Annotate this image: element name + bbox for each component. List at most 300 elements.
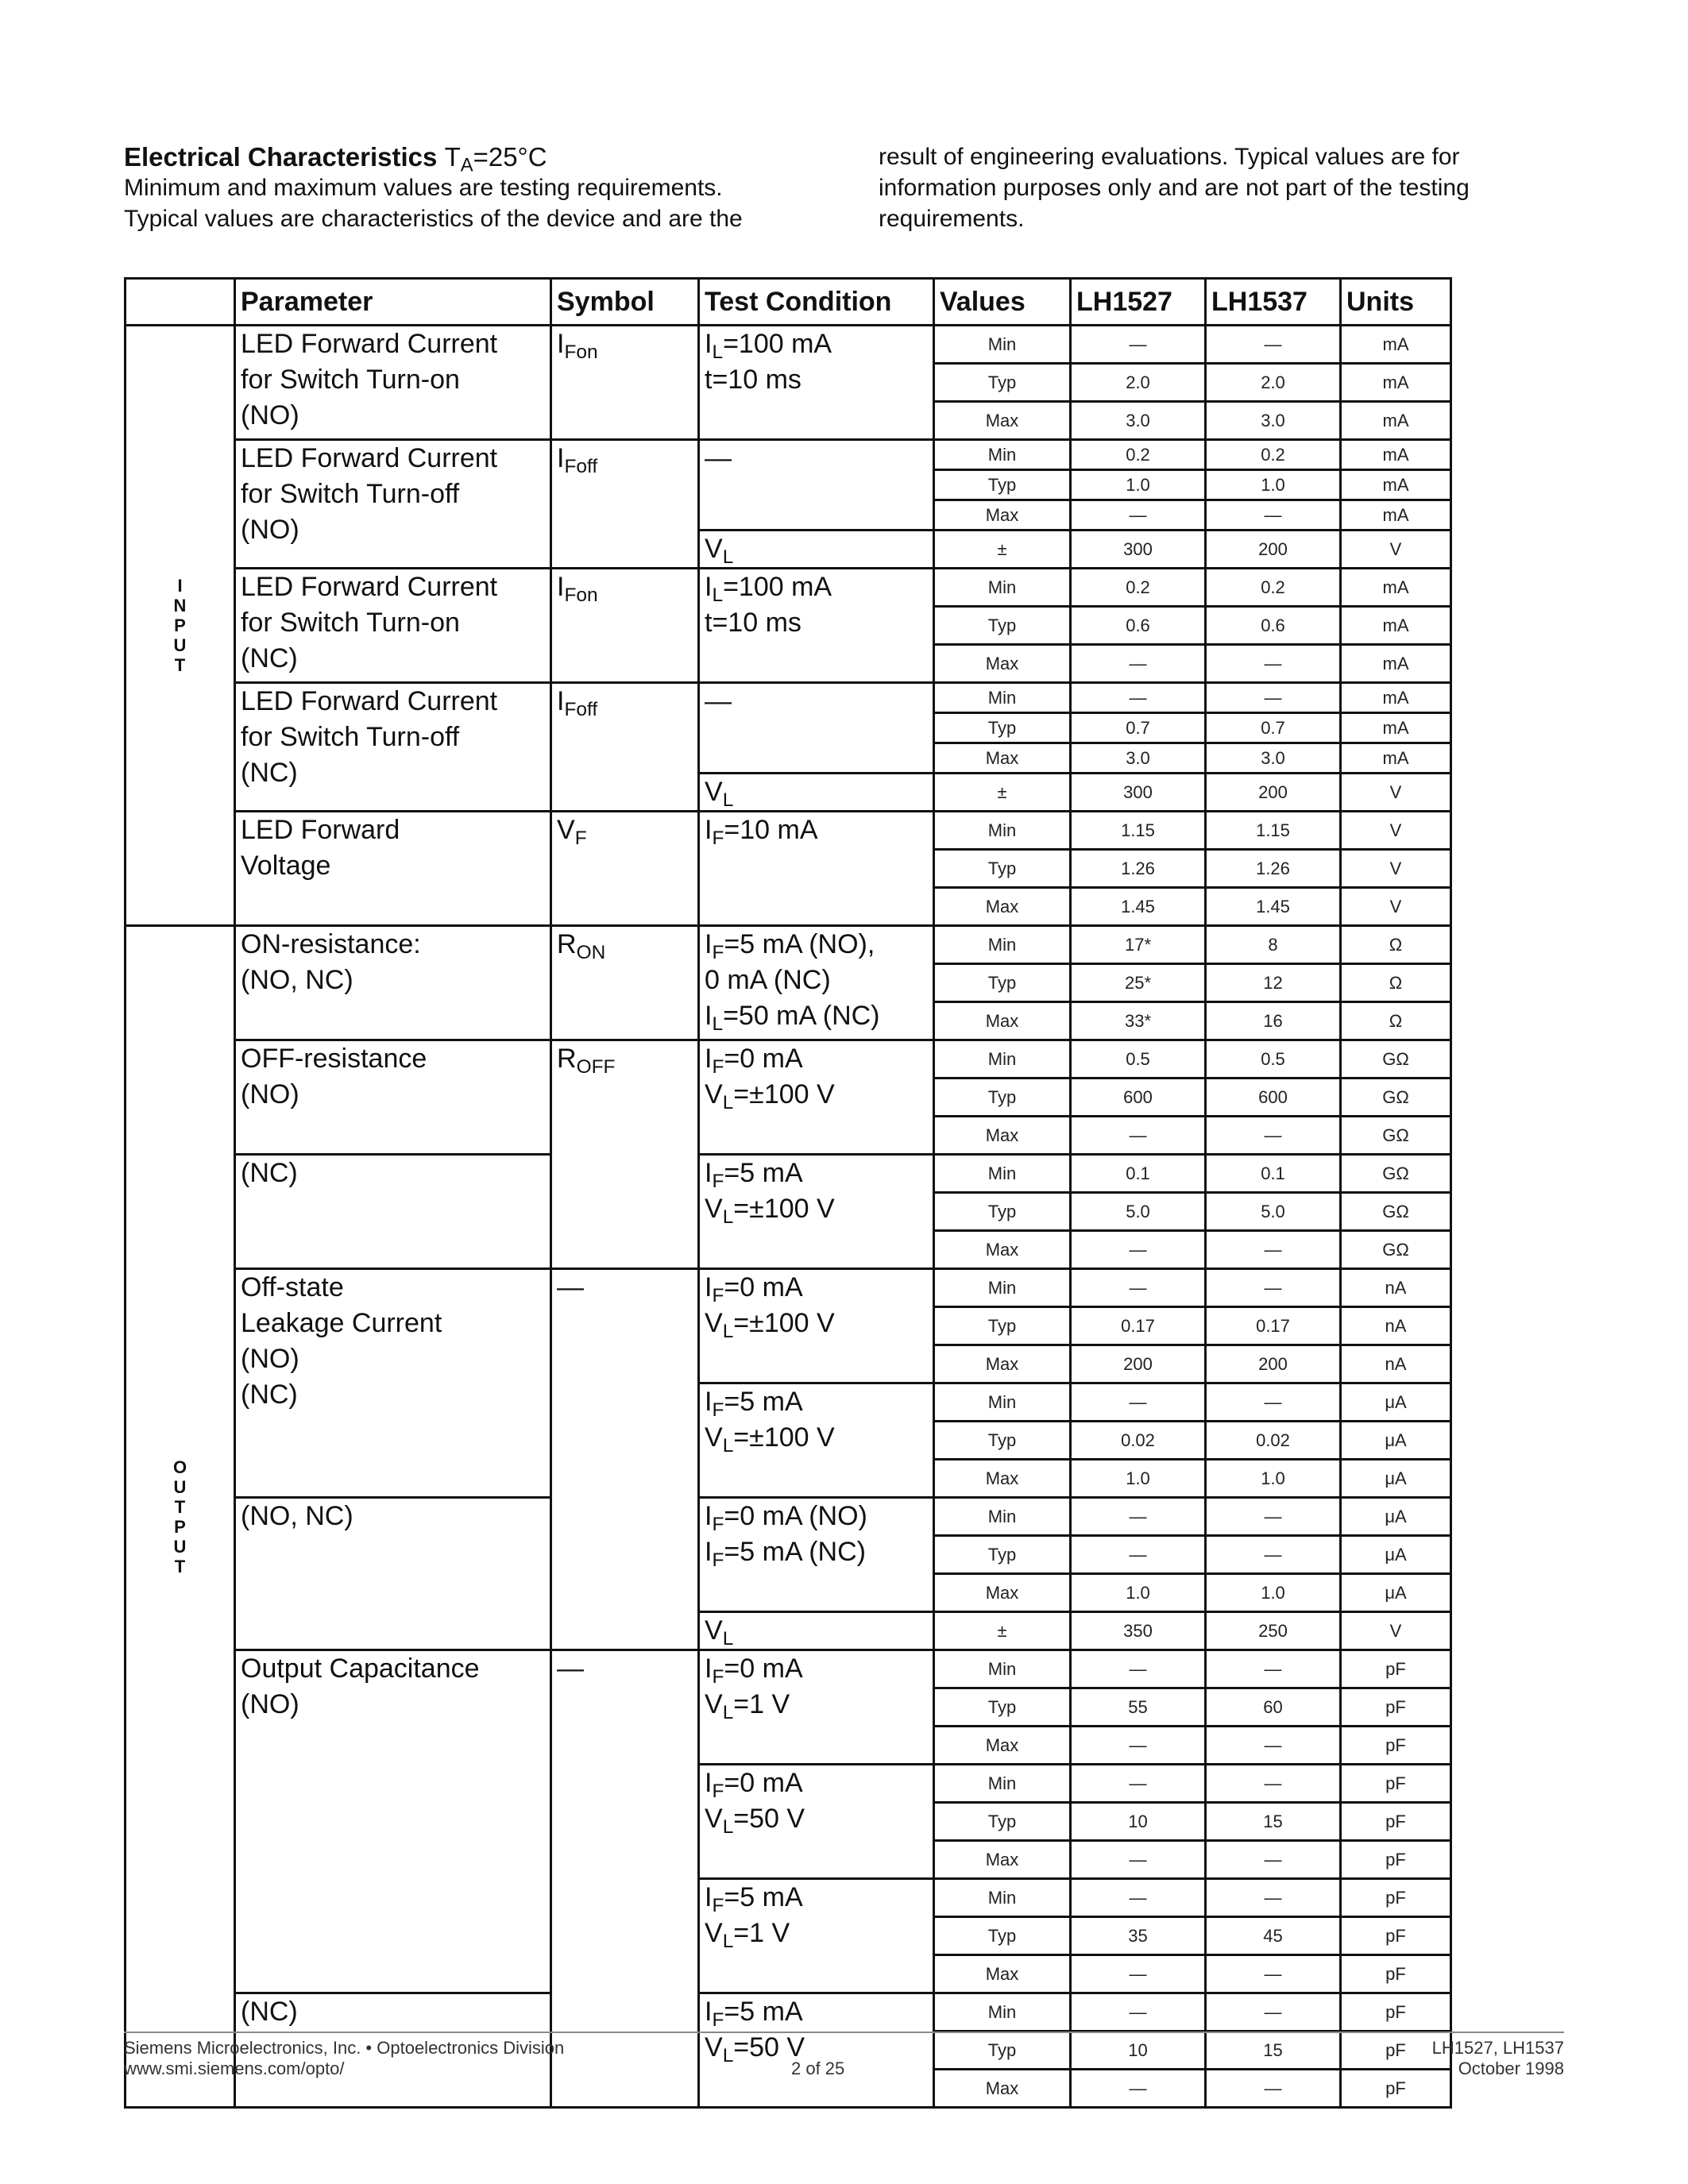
condition-cell [699, 1765, 934, 1879]
lh1527-value: — [1071, 1269, 1206, 1307]
value-label: Max [934, 1460, 1071, 1498]
value-label: Min [934, 440, 1071, 470]
condition-cell [699, 1498, 934, 1612]
footer-page-number: 2 of 25 [791, 2059, 845, 2078]
condition-cell [699, 569, 934, 683]
condition-line [705, 1270, 933, 1306]
value-label: Typ [934, 1688, 1071, 1727]
condition-cell [699, 683, 934, 774]
lh1537-value: 45 [1206, 1917, 1341, 1955]
condition-line [705, 998, 933, 1034]
value-label: Typ [934, 1193, 1071, 1231]
vl-sub: L [722, 546, 734, 568]
lh1537-value: — [1206, 1269, 1341, 1307]
header-lh1537: LH1537 [1206, 279, 1341, 326]
condition-line [705, 1651, 933, 1687]
lh1527-value: — [1071, 1650, 1206, 1688]
lh1537-value: 0.1 [1206, 1155, 1341, 1193]
lh1537-value: 8 [1206, 926, 1341, 964]
parameter-cell [235, 326, 551, 440]
lh1527-value: — [1071, 1117, 1206, 1155]
value-label: ± [934, 774, 1071, 812]
value-label: Max [934, 1727, 1071, 1765]
condition-var: I [705, 1158, 713, 1188]
table-row [126, 1498, 1451, 1536]
lh1527-value: 17* [1071, 926, 1206, 964]
text-line: (NO) [241, 400, 299, 430]
lh1537-value: — [1206, 1727, 1341, 1765]
lh1527-value: — [1071, 2070, 1206, 2108]
unit: pF [1341, 1650, 1451, 1688]
lh1537-value: — [1206, 500, 1341, 531]
lh1537-value: — [1206, 1650, 1341, 1688]
text-line: Off-state [241, 1272, 344, 1302]
header-symbol: Symbol [551, 279, 699, 326]
text-line: (NO) [241, 1079, 299, 1109]
lh1527-value: 3.0 [1071, 743, 1206, 774]
lh1537-value: 1.26 [1206, 850, 1341, 888]
symbol-subscript: Foff [564, 698, 598, 720]
value-label: Max [934, 1002, 1071, 1040]
parameter-cell [235, 683, 551, 812]
value-label: Min [934, 683, 1071, 713]
lh1527-value: 200 [1071, 1345, 1206, 1383]
lh1537-value: 0.2 [1206, 440, 1341, 470]
condition-value: =±100 V [733, 1194, 835, 1224]
lh1537-value: — [1206, 1231, 1341, 1269]
unit: pF [1341, 1803, 1451, 1841]
condition-value: =5 mA [724, 1882, 803, 1912]
unit: GΩ [1341, 1040, 1451, 1078]
condition-value: =10 mA [724, 815, 818, 845]
condition-sub: F [712, 827, 724, 849]
lh1527-value: 1.0 [1071, 1574, 1206, 1612]
text-line: (NC) [241, 1997, 298, 2027]
condition-var: I [705, 1882, 713, 1912]
section-title [124, 141, 823, 176]
symbol-base: V [557, 815, 575, 845]
condition-var: V [705, 1422, 723, 1453]
condition-value: t=10 ms [705, 608, 802, 638]
lh1537-value: 1.15 [1206, 812, 1341, 850]
lh1537-value: — [1206, 1383, 1341, 1422]
condition-value: =0 mA (NO) [724, 1501, 867, 1531]
value-label: Typ [934, 470, 1071, 500]
lh1537-value: 12 [1206, 964, 1341, 1002]
condition-value: =5 mA [724, 1158, 803, 1188]
unit: mA [1341, 440, 1451, 470]
symbol-cell [551, 1650, 699, 2108]
lh1537-value: — [1206, 1117, 1341, 1155]
lh1527-value: 5.0 [1071, 1193, 1206, 1231]
value-label: ± [934, 531, 1071, 569]
lh1527-value: — [1071, 1879, 1206, 1917]
condition-var: I [705, 1387, 713, 1417]
condition-line [705, 812, 933, 848]
vl-sub: L [722, 789, 734, 811]
symbol-subscript: Fon [564, 584, 598, 606]
symbol-cell [551, 812, 699, 926]
value-label: Min [934, 1155, 1071, 1193]
value-label: Max [934, 1841, 1071, 1879]
unit: mA [1341, 683, 1451, 713]
condition-var: V [705, 1689, 723, 1719]
intro-line: result of engineering evaluations. Typical values are for [879, 144, 1460, 170]
value-label: Min [934, 1269, 1071, 1307]
section-input-label [126, 326, 235, 926]
condition-value: =5 mA [724, 1387, 803, 1417]
text-line: Output Capacitance [241, 1653, 480, 1684]
lh1537-value: 15 [1206, 2032, 1341, 2070]
condition-line [705, 1765, 933, 1801]
lh1537-value: — [1206, 645, 1341, 683]
condition-sub: L [722, 1815, 734, 1838]
unit: V [1341, 531, 1451, 569]
condition-line [705, 1916, 933, 1951]
value-label: Min [934, 1879, 1071, 1917]
unit: pF [1341, 1727, 1451, 1765]
value-label: Max [934, 743, 1071, 774]
condition-value: =±100 V [733, 1079, 835, 1109]
value-label: Max [934, 888, 1071, 926]
lh1527-value: — [1071, 1993, 1206, 2032]
condition-var: I [705, 1272, 713, 1302]
lh1537-value: 0.2 [1206, 569, 1341, 607]
value-label: Max [934, 1231, 1071, 1269]
condition-sub: L [712, 341, 724, 363]
table-row [126, 1650, 1451, 1688]
lh1527-value: 1.26 [1071, 850, 1206, 888]
footer-parts: LH1527, LH1537 [1431, 2038, 1564, 2058]
lh1537-value: 600 [1206, 1078, 1341, 1117]
text-line: Voltage [241, 851, 331, 881]
footer-company: Siemens Microelectronics, Inc. • Optoelectronics Division [124, 2038, 565, 2058]
value-label: Min [934, 1650, 1071, 1688]
unit: GΩ [1341, 1078, 1451, 1117]
condition-cell [699, 926, 934, 1040]
symbol-base: — [557, 1653, 584, 1684]
condition-sub: F [712, 941, 724, 963]
condition-var: I [705, 1537, 713, 1567]
parameter-cell [235, 440, 551, 569]
text-line: (NO) [241, 1344, 299, 1374]
condition-sub: F [712, 1399, 724, 1421]
table-row [126, 569, 1451, 607]
condition-var: V [705, 1194, 723, 1224]
vl-var: V [705, 1615, 723, 1646]
lh1537-value: 5.0 [1206, 1193, 1341, 1231]
lh1537-value: — [1206, 1841, 1341, 1879]
value-label: Typ [934, 1917, 1071, 1955]
lh1537-value: — [1206, 1993, 1341, 2032]
condition-value: t=10 ms [705, 365, 802, 395]
lh1537-value: 3.0 [1206, 743, 1341, 774]
condition-cell [699, 1879, 934, 1993]
condition-sub: L [722, 1206, 734, 1228]
unit: mA [1341, 402, 1451, 440]
lh1527-value: — [1071, 1231, 1206, 1269]
condition-line [705, 1880, 933, 1916]
condition-value: =5 mA [724, 1997, 803, 2027]
lh1537-value: 2.0 [1206, 364, 1341, 402]
condition-line [705, 605, 933, 641]
unit: pF [1341, 1993, 1451, 2032]
symbol-subscript: ON [576, 941, 606, 963]
electrical-characteristics-table [124, 277, 1452, 2109]
symbol-base: — [557, 1272, 584, 1302]
condition-cell [699, 1269, 934, 1383]
condition-cell [699, 326, 934, 440]
lh1527-value: 0.2 [1071, 569, 1206, 607]
value-label: Typ [934, 713, 1071, 743]
unit: mA [1341, 607, 1451, 645]
symbol-cell [551, 1040, 699, 1269]
text-line: (NC) [241, 1158, 298, 1188]
value-label: Min [934, 569, 1071, 607]
lh1527-value: 0.2 [1071, 440, 1206, 470]
lh1537-value: 3.0 [1206, 402, 1341, 440]
condition-sub: F [712, 1513, 724, 1535]
header-parameter: Parameter [235, 279, 551, 326]
unit: μA [1341, 1460, 1451, 1498]
text-line: for Switch Turn-off [241, 479, 460, 509]
condition-var: I [705, 329, 713, 359]
value-label: Min [934, 1383, 1071, 1422]
condition-line [705, 362, 933, 398]
unit: GΩ [1341, 1193, 1451, 1231]
unit: Ω [1341, 926, 1451, 964]
text-line: (NO) [241, 515, 299, 545]
value-label: Typ [934, 964, 1071, 1002]
lh1537-value: — [1206, 1765, 1341, 1803]
text-line: for Switch Turn-on [241, 608, 460, 638]
value-label: Max [934, 1117, 1071, 1155]
unit: pF [1341, 1955, 1451, 1993]
condition-line [705, 1687, 933, 1723]
lh1527-value: 1.45 [1071, 888, 1206, 926]
unit: V [1341, 774, 1451, 812]
condition-sub: F [712, 1665, 724, 1688]
value-label: Min [934, 1993, 1071, 2032]
condition-value: =50 mA (NC) [723, 1001, 880, 1031]
value-label: Max [934, 1345, 1071, 1383]
condition-cell [699, 812, 934, 926]
symbol-base: I [557, 329, 565, 359]
value-label: Typ [934, 1536, 1071, 1574]
lh1537-value: — [1206, 2070, 1341, 2108]
header-lh1527: LH1527 [1071, 279, 1206, 326]
header-test-condition: Test Condition [699, 279, 934, 326]
vl-sub: L [722, 1627, 734, 1650]
value-label: Typ [934, 364, 1071, 402]
footer-left [124, 2038, 564, 2079]
lh1537-value: 0.7 [1206, 713, 1341, 743]
condition-var: I [705, 1001, 713, 1031]
text-line: (NO, NC) [241, 965, 353, 995]
lh1527-value: 350 [1071, 1612, 1206, 1650]
condition-line [705, 1994, 933, 2030]
condition-cell [699, 1650, 934, 1765]
intro-line: information purposes only and are not part of the testing [879, 175, 1470, 201]
symbol-base: I [557, 572, 565, 602]
unit: mA [1341, 326, 1451, 364]
condition-value: =0 mA [724, 1653, 803, 1684]
table-row [126, 812, 1451, 850]
unit: pF [1341, 2032, 1451, 2070]
lh1527-value: — [1071, 1383, 1206, 1422]
condition-var: I [705, 929, 713, 959]
section-letter: T [174, 1496, 186, 1517]
condition-line [705, 441, 933, 477]
text-line: (NC) [241, 643, 298, 673]
condition-value: =50 V [733, 1804, 805, 1834]
section-letter: U [173, 1536, 187, 1557]
lh1537-value: 60 [1206, 1688, 1341, 1727]
condition-var: V [705, 2032, 723, 2062]
unit: μA [1341, 1536, 1451, 1574]
symbol-subscript: Foff [564, 455, 598, 477]
value-label: Typ [934, 1078, 1071, 1117]
symbol-cell [551, 926, 699, 1040]
table-row [126, 326, 1451, 364]
condition-line [705, 1156, 933, 1191]
condition-line [705, 1499, 933, 1534]
lh1537-value: 0.17 [1206, 1307, 1341, 1345]
unit: mA [1341, 713, 1451, 743]
lh1537-value: 0.5 [1206, 1040, 1341, 1078]
condition-value: =100 mA [723, 329, 832, 359]
value-label: Min [934, 1498, 1071, 1536]
text-line: (NO, NC) [241, 1501, 353, 1531]
lh1527-value: — [1071, 500, 1206, 531]
condition-var: I [705, 1768, 713, 1798]
condition-line [705, 927, 933, 963]
lh1537-value: 1.0 [1206, 1460, 1341, 1498]
condition-value: =0 mA [724, 1768, 803, 1798]
symbol-cell [551, 326, 699, 440]
parameter-cell [235, 1040, 551, 1155]
symbol-base: I [557, 443, 565, 473]
condition-line [705, 1420, 933, 1456]
symbol-cell [551, 1269, 699, 1650]
lh1527-value: 1.15 [1071, 812, 1206, 850]
condition-value: — [705, 686, 732, 716]
condition-cell [699, 1040, 934, 1155]
condition-sub: L [722, 1701, 734, 1723]
section-letter: U [173, 1476, 187, 1497]
text-line: Leakage Current [241, 1308, 442, 1338]
unit: V [1341, 1612, 1451, 1650]
text-line: (NC) [241, 758, 298, 788]
text-line: for Switch Turn-off [241, 722, 460, 752]
symbol-base: R [557, 929, 577, 959]
section-letter: U [173, 635, 187, 655]
table-row [126, 1040, 1451, 1078]
condition-line [705, 326, 933, 362]
condition-line [705, 1077, 933, 1113]
condition-value: =5 mA (NC) [724, 1537, 866, 1567]
unit: pF [1341, 1841, 1451, 1879]
condition-line [705, 1801, 933, 1837]
parameter-cell [235, 1269, 551, 1498]
condition-line [705, 1384, 933, 1420]
value-label: Typ [934, 1803, 1071, 1841]
condition-line [705, 1041, 933, 1077]
unit: GΩ [1341, 1155, 1451, 1193]
value-label: Max [934, 1574, 1071, 1612]
unit: μA [1341, 1383, 1451, 1422]
lh1527-value: 300 [1071, 774, 1206, 812]
unit: GΩ [1341, 1117, 1451, 1155]
lh1527-value: 0.17 [1071, 1307, 1206, 1345]
condition-line [705, 569, 933, 605]
value-label: Typ [934, 1307, 1071, 1345]
symbol-cell [551, 440, 699, 569]
section-letter: P [174, 1516, 186, 1537]
condition-value: =50 V [733, 2032, 805, 2062]
parameter-cell-secondary [235, 1498, 551, 1650]
condition-cell [699, 440, 934, 531]
condition-value: =±100 V [733, 1422, 835, 1453]
lh1537-value: 1.0 [1206, 470, 1341, 500]
section-letter: I [177, 576, 183, 596]
unit: V [1341, 812, 1451, 850]
lh1537-value: — [1206, 326, 1341, 364]
condition-sub: F [712, 1780, 724, 1802]
condition-var: I [705, 815, 713, 845]
condition-sub: L [722, 1320, 734, 1342]
unit: Ω [1341, 1002, 1451, 1040]
text-line: (NC) [241, 1379, 298, 1410]
value-label: Min [934, 326, 1071, 364]
condition-sub: F [712, 1894, 724, 1916]
condition-line [705, 684, 933, 720]
lh1537-value: 200 [1206, 1345, 1341, 1383]
unit: pF [1341, 1917, 1451, 1955]
condition-line [705, 963, 933, 998]
unit: pF [1341, 2070, 1451, 2108]
condition-value: =5 mA (NO), [724, 929, 875, 959]
value-label: Typ [934, 850, 1071, 888]
condition-sub: L [712, 584, 724, 606]
condition-sub: L [722, 1930, 734, 1952]
lh1527-value: — [1071, 1841, 1206, 1879]
condition-cell [699, 1993, 934, 2108]
lh1527-value: 33* [1071, 1002, 1206, 1040]
unit: pF [1341, 1879, 1451, 1917]
header-values: Values [934, 279, 1071, 326]
text-line: (NO) [241, 1689, 299, 1719]
symbol-cell [551, 569, 699, 683]
lh1527-value: 35 [1071, 1917, 1206, 1955]
value-label: Max [934, 500, 1071, 531]
table-row [126, 1993, 1451, 2032]
condition-sub: F [712, 1284, 724, 1306]
condition-value: — [705, 443, 732, 473]
unit: mA [1341, 743, 1451, 774]
symbol-base: R [557, 1044, 577, 1074]
lh1537-value: 200 [1206, 774, 1341, 812]
condition-var: I [705, 1044, 713, 1074]
unit: pF [1341, 1688, 1451, 1727]
condition-value: =1 V [733, 1918, 790, 1948]
section-letter: P [174, 615, 186, 635]
lh1537-value: 200 [1206, 531, 1341, 569]
condition-value: =±100 V [733, 1308, 835, 1338]
text-line: for Switch Turn-on [241, 365, 460, 395]
condition-sub: L [722, 1434, 734, 1457]
vl-condition-cell [699, 1612, 934, 1650]
